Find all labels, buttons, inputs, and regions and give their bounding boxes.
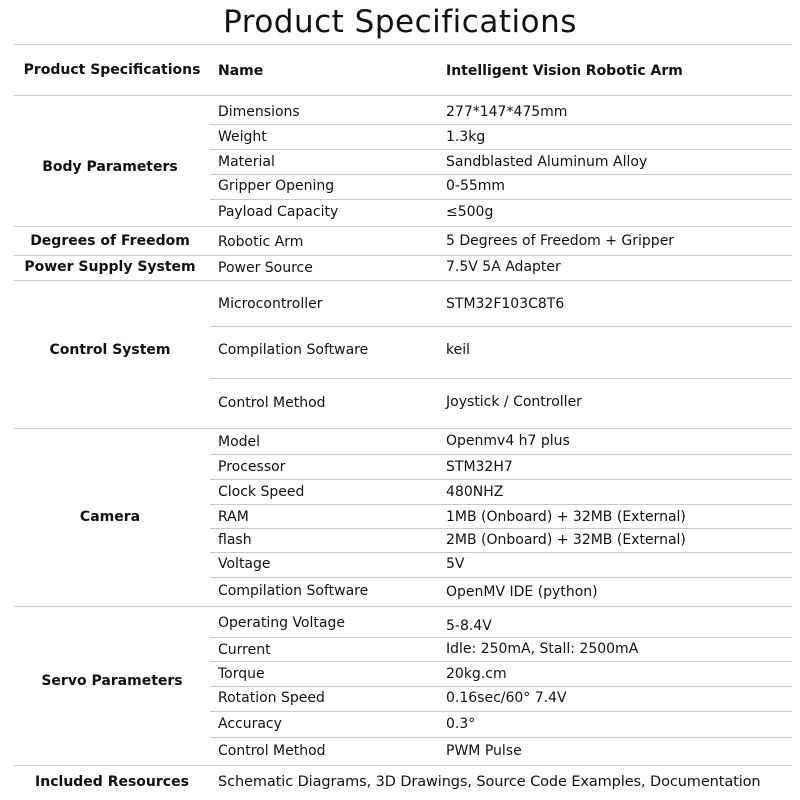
spec-name: Clock Speed (218, 484, 305, 500)
divider (14, 255, 792, 256)
row-divider (210, 737, 792, 738)
row-divider (210, 124, 792, 125)
header-category: Product Specifications (23, 62, 201, 78)
divider (14, 765, 792, 766)
spec-value: 7.5V 5A Adapter (446, 259, 561, 275)
divider (14, 226, 792, 227)
resources-value: Schematic Diagrams, 3D Drawings, Source Code Examples, Documentation (218, 774, 761, 790)
spec-name: Weight (218, 129, 267, 145)
spec-name: Control Method (218, 395, 326, 411)
header-product-name: Intelligent Vision Robotic Arm (446, 63, 683, 79)
row-divider (210, 504, 792, 505)
row-divider (210, 552, 792, 553)
divider (14, 44, 792, 45)
spec-value: OpenMV IDE (python) (446, 584, 598, 600)
spec-value: keil (446, 342, 471, 358)
spec-name: Torque (218, 666, 265, 682)
spec-value: 5-8.4V (446, 618, 492, 634)
row-divider (210, 637, 792, 638)
spec-name: Gripper Opening (218, 178, 335, 194)
category-power-supply: Power Supply System (24, 259, 196, 275)
row-divider (210, 454, 792, 455)
spec-name: Dimensions (218, 104, 300, 120)
spec-name: RAM (218, 509, 249, 525)
spec-name: Compilation Software (218, 583, 369, 599)
category-camera: Camera (79, 509, 141, 525)
spec-value: 1.3kg (446, 129, 486, 145)
spec-value: 5 Degrees of Freedom + Gripper (446, 233, 675, 249)
spec-value: 5V (446, 556, 465, 572)
page-title: Product Specifications (223, 4, 577, 40)
row-divider (210, 174, 792, 175)
row-divider (210, 711, 792, 712)
header-name: Name (218, 63, 264, 79)
spec-value: 277*147*475mm (446, 104, 568, 120)
spec-value: 0.16sec/60° 7.4V (446, 690, 567, 706)
spec-value: Idle: 250mA, Stall: 2500mA (446, 641, 639, 657)
spec-name: flash (218, 532, 252, 548)
divider (14, 606, 792, 607)
spec-name: Robotic Arm (218, 234, 304, 250)
spec-value: Openmv4 h7 plus (446, 433, 570, 449)
row-divider (210, 686, 792, 687)
row-divider (210, 149, 792, 150)
spec-value: 0.3° (446, 716, 476, 732)
row-divider (210, 326, 792, 327)
row-divider (210, 378, 792, 379)
spec-value: 1MB (Onboard) + 32MB (External) (446, 509, 686, 525)
row-divider (210, 528, 792, 529)
spec-value: 0-55mm (446, 178, 506, 194)
spec-value: STM32F103C8T6 (446, 296, 565, 312)
category-control-system: Control System (49, 342, 171, 358)
spec-name: Microcontroller (218, 296, 323, 312)
spec-name: Payload Capacity (218, 204, 339, 220)
spec-name: Compilation Software (218, 342, 369, 358)
row-divider (210, 479, 792, 480)
row-divider (210, 577, 792, 578)
spec-name: Operating Voltage (218, 615, 345, 631)
spec-value: 20kg.cm (446, 666, 507, 682)
spec-value: 2MB (Onboard) + 32MB (External) (446, 532, 686, 548)
spec-name: Power Source (218, 260, 313, 276)
divider (14, 95, 792, 96)
spec-value: 480NHZ (446, 484, 504, 500)
spec-name: Processor (218, 459, 286, 475)
spec-name: Model (218, 434, 261, 450)
row-divider (210, 199, 792, 200)
row-divider (210, 661, 792, 662)
spec-name: Control Method (218, 743, 326, 759)
divider (14, 280, 792, 281)
category-degrees-of-freedom: Degrees of Freedom (30, 233, 190, 249)
category-servo-parameters: Servo Parameters (41, 673, 183, 689)
spec-name: Voltage (218, 556, 271, 572)
spec-value: Joystick / Controller (446, 394, 582, 410)
spec-name: Current (218, 642, 271, 658)
spec-value: PWM Pulse (446, 743, 522, 759)
category-body-parameters: Body Parameters (42, 159, 178, 175)
divider (14, 428, 792, 429)
spec-name: Material (218, 154, 275, 170)
spec-value: Sandblasted Aluminum Alloy (446, 154, 648, 170)
spec-value: STM32H7 (446, 459, 513, 475)
category-included-resources: Included Resources (35, 774, 189, 790)
spec-value: ≤500g (446, 204, 494, 220)
spec-name: Rotation Speed (218, 690, 325, 706)
spec-name: Accuracy (218, 716, 282, 732)
